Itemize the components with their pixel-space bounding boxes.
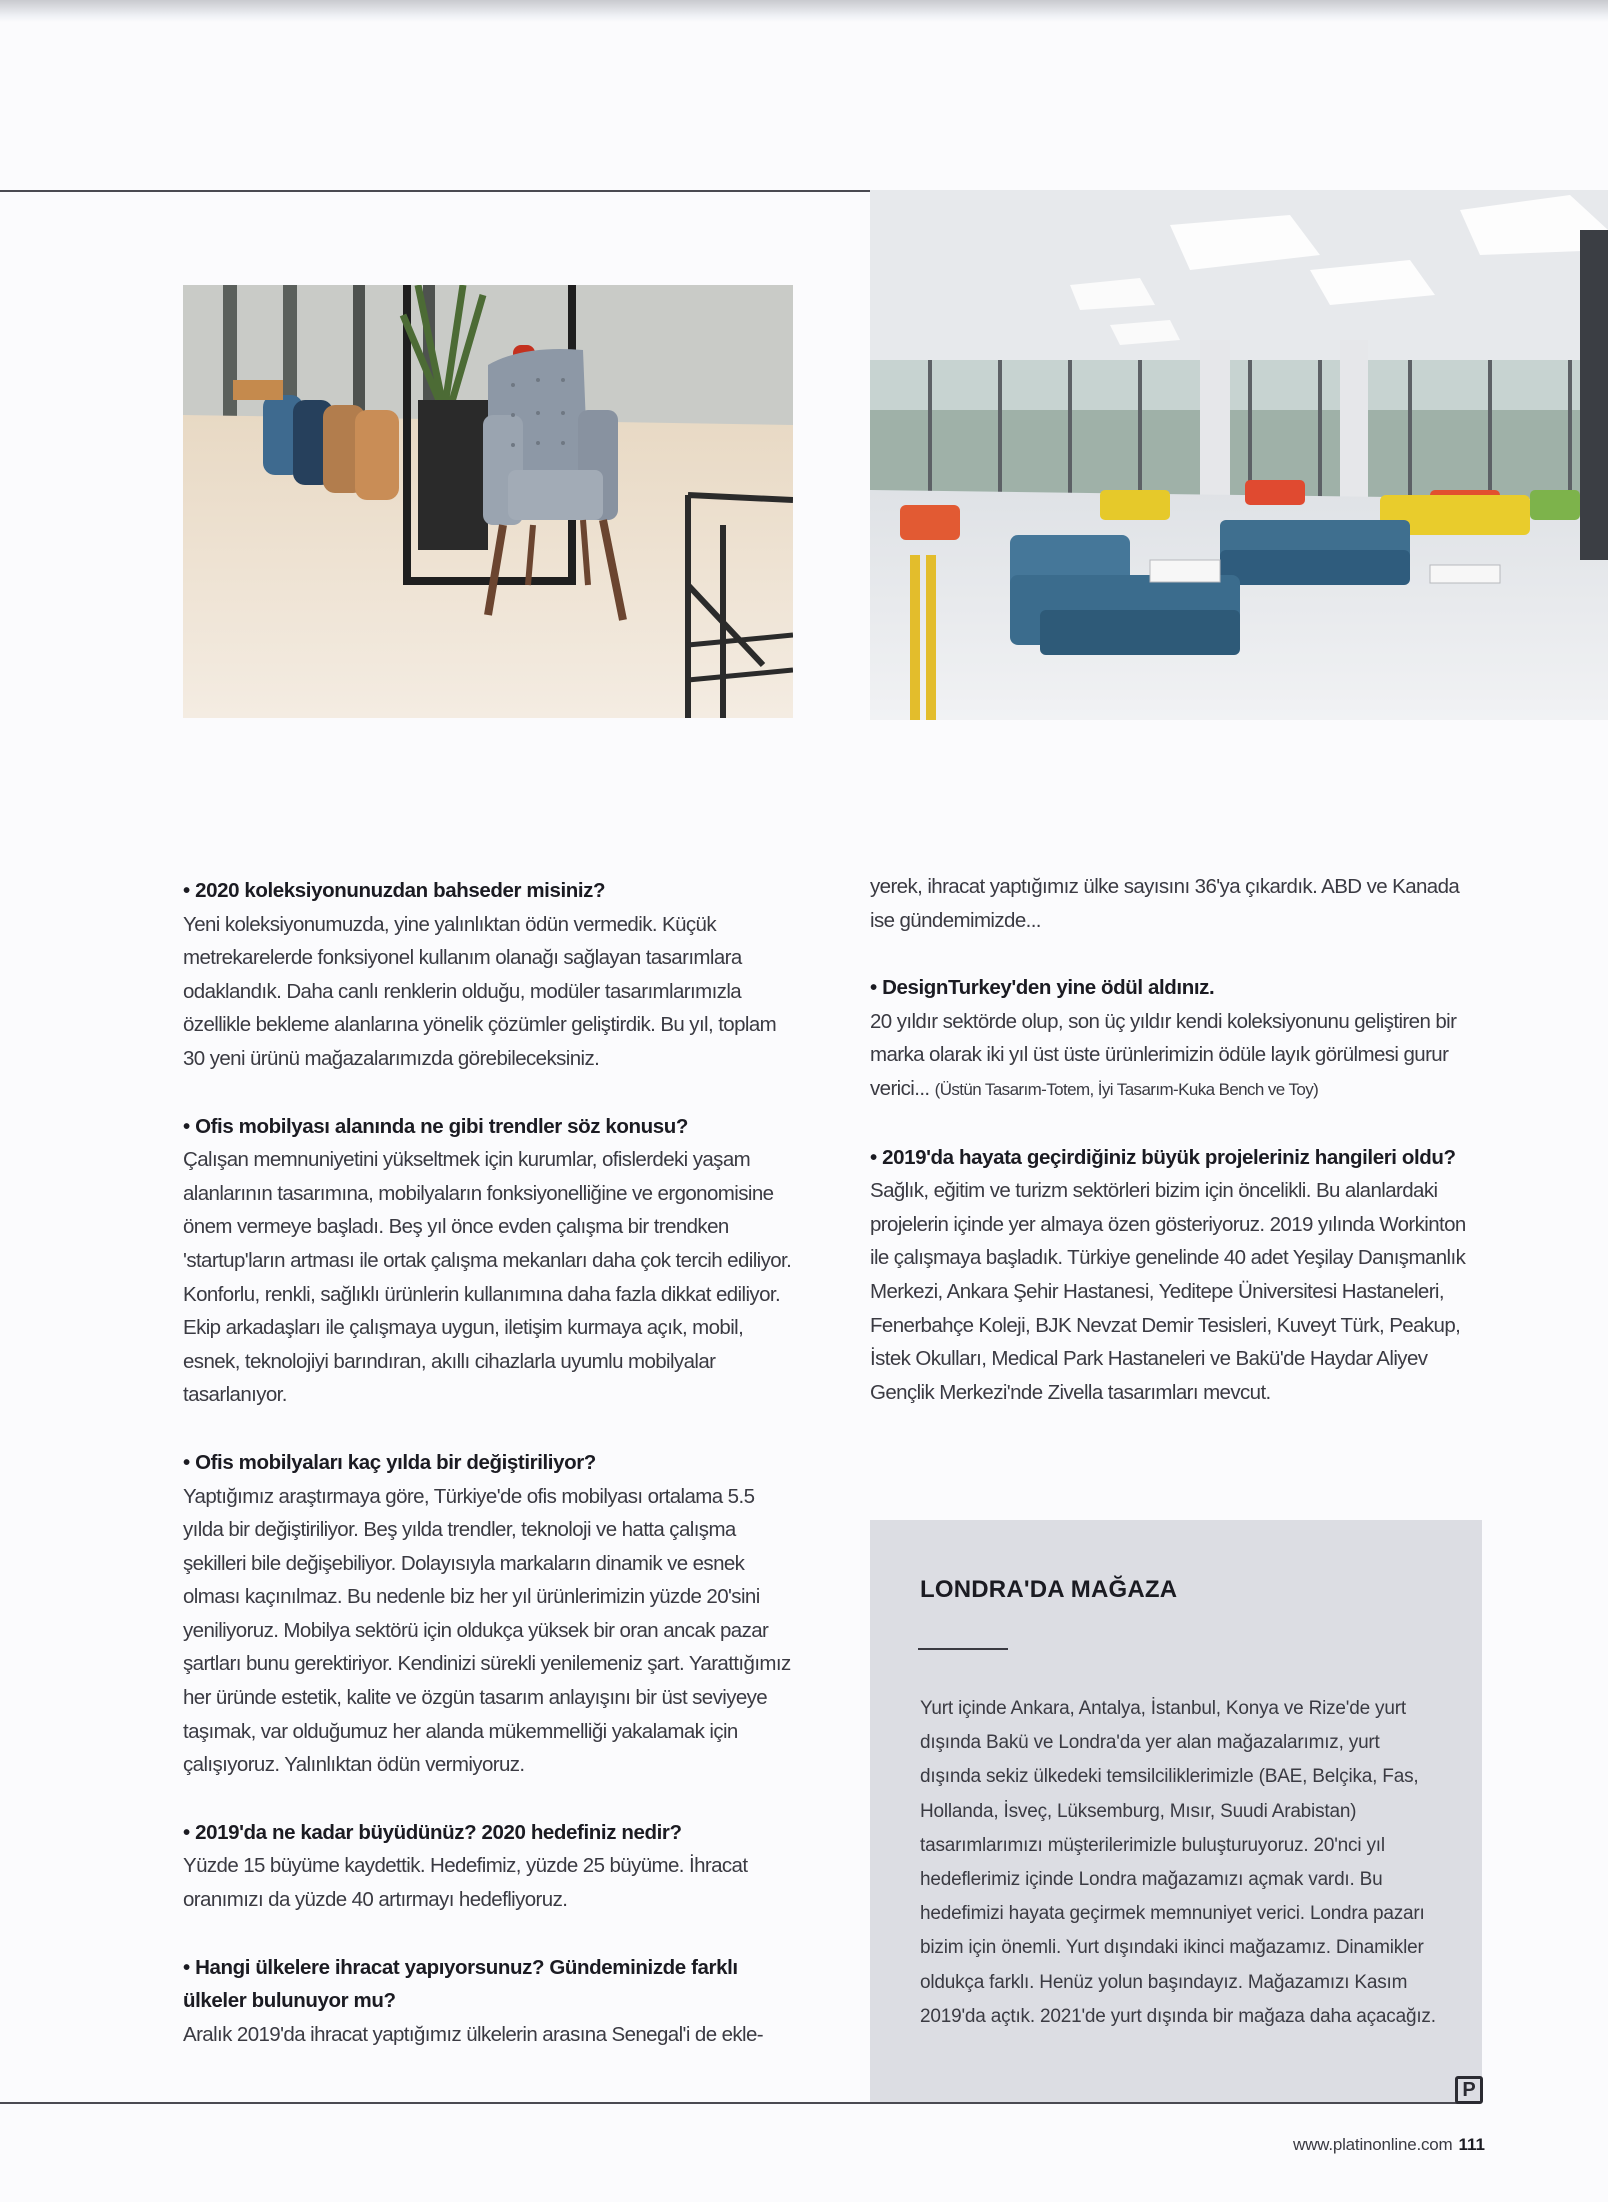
lounge-sofas-photo	[870, 190, 1608, 720]
answer-projects: Sağlık, eğitim ve turizm sektörleri bizim için öncelikli. Bu alanlardaki projelerin içinde yer almaya özen gösteriyoruz. 2019 yılında Workinton ile çalışmaya başladık. Türkiye genelinde 40 adet Yeşilay Danışmanlık Merkezi, Ankara Şehir Hastanesi, Yeditepe Üniversitesi Hastaneleri, Fenerbahçe Koleji, BJK Nevzat Demir Tesisleri, Kuveyt Türk, Peakup, İstek Okulları, Medical Park Hastaneleri ve Bakü'de Haydar Aliyev Gençlik Merkezi'nde Zivella tasarımları mevcut.	[870, 1179, 1466, 1404]
london-store-box	[870, 1520, 1482, 2102]
answer-award	[870, 1005, 1482, 1107]
question-projects: • 2019'da hayata geçirdiğiniz büyük projeleriniz hangileri oldu?	[870, 1145, 1456, 1169]
right-text-column	[870, 870, 1482, 1409]
answer-export-continued: yerek, ihracat yaptığımız ülke sayısını 36'ya çıkardık. ABD ve Kanada ise gündemimizde...	[870, 875, 1460, 932]
bottom-rule	[0, 2102, 1480, 2104]
answer-collection: Yeni koleksiyonumuzda, yine yalınlıktan ödün vermedik. Küçük metrekarelerde fonksiyonel kullanım olanağı sağlayan tasarımlara odaklandık. Daha canlı renklerin olduğu, modüler tasarımlarımızla özellikle bekleme alanlarına yönelik çözümler geliştirdik. Bu yıl, toplam 30 yeni ürünü mağazalarımızda görebileceksiniz.	[183, 912, 777, 1070]
page-top-shadow	[0, 0, 1608, 22]
answer-trends: Çalışan memnuniyetini yükseltmek için kurumlar, ofislerdeki yaşam alanlarının tasarımına, mobilyaların fonksiyonelliğine ve ergonomisine önem vermeye başladı. Beş yıl önce evden çalışma bir trendken 'startup'ların artması ile ortak çalışma mekanları daha çok tercih ediliyor. Konforlu, renkli, sağlıklı ürünlerin kullanımına daha fazla dikkat ediliyor. Ekip arkadaşları ile çalışmaya uygun, iletişim kurmaya açık, mobil, esnek, teknolojiyi barındıran, akıllı cihazlarla uyumlu mobilyalar tasarlanıyor.	[183, 1148, 792, 1407]
question-replacement: • Ofis mobilyaları kaç yılda bir değiştiriliyor?	[183, 1450, 596, 1474]
answer-export: Aralık 2019'da ihracat yaptığımız ülkelerin arasına Senegal'i de ekle-	[183, 2022, 764, 2046]
footer-url[interactable]: www.platinonline.com	[1293, 2135, 1453, 2154]
armchair-lobby-photo	[183, 285, 793, 718]
question-collection: • 2020 koleksiyonunuzdan bahseder misiniz?	[183, 879, 606, 902]
left-text-column	[183, 874, 793, 2051]
box-title: LONDRA'DA MAĞAZA	[920, 1576, 1178, 1603]
question-export: • Hangi ülkelere ihracat yapıyorsunuz? Gündeminizde farklı ülkeler bulunuyor mu?	[183, 1955, 738, 2013]
platin-logo-icon: P	[1455, 2076, 1483, 2104]
award-note: (Üstün Tasarım-Totem, İyi Tasarım-Kuka Bench ve Toy)	[934, 1079, 1319, 1099]
question-trends: • Ofis mobilyası alanında ne gibi trendler söz konusu?	[183, 1114, 689, 1138]
question-award: • DesignTurkey'den yine ödül aldınız.	[870, 976, 1215, 1000]
question-growth: • 2019'da ne kadar büyüdünüz? 2020 hedefiniz nedir?	[183, 1820, 682, 1844]
answer-award-text: 20 yıldır sektörde olup, son üç yıldır kendi koleksiyonunu geliştiren bir marka olarak iki yıl üst üste ürünlerimizin ödüle layık görülmesi gurur verici...	[870, 1009, 1457, 1100]
page-footer	[1293, 2135, 1485, 2155]
answer-growth: Yüzde 15 büyüme kaydettik. Hedefimiz, yüzde 25 büyüme. İhracat oranımızı da yüzde 40 artırmayı hedefliyoruz.	[183, 1854, 748, 1912]
box-text: Yurt içinde Ankara, Antalya, İstanbul, Konya ve Rize'de yurt dışında Bakü ve Londra'da yer alan mağazalarımız, yurt dışında sekiz ülkedeki temsilciliklerimizle (BAE, Belçika, Fas, Hollanda, İsveç, Lüksemburg, Mısır, Suudi Arabistan) tasarımlarımızı müşterilerimizle buluşturuyoruz. 20'nci yıl hedeflerimiz içinde Londra mağazamızı açmak vardı. Bu hedefimizi hayata geçirmek memnuniyet verici. Londra pazarı bizim için önemli. Yurt dışındaki ikinci mağazamız. Dinamikler oldukça farklı. Henüz yolun başındayız. Mağazamızı Kasım 2019'da açtık. 2021'de yurt dışında bir mağaza daha açacağız.	[920, 1698, 1436, 2027]
answer-replacement: Yaptığımız araştırmaya göre, Türkiye'de ofis mobilyası ortalama 5.5 yılda bir değiştiriliyor. Beş yılda trendler, teknoloji ve hatta çalışma şekilleri bile değişebiliyor. Dolayısıyla markaların dinamik ve esnek olması kaçınılmaz. Bu nedenle biz her yıl ürünlerimizin yüzde 20'sini yeniliyoruz. Mobilya sektörü için oldukça yüksek bir oran ancak pazar şartları bunu gerektiriyor. Kendinizi sürekli yenilemeniz şart. Yarattığımız her üründe estetik, kalite ve özgün tasarım anlayışını bir üst seviyeye taşımak, var olduğumuz her alanda mükemmelliği yakalamak için çalışıyoruz. Yalınlıktan ödün vermiyoruz.	[183, 1484, 791, 1777]
page-number: 111	[1458, 2135, 1485, 2154]
box-divider	[918, 1648, 1008, 1650]
